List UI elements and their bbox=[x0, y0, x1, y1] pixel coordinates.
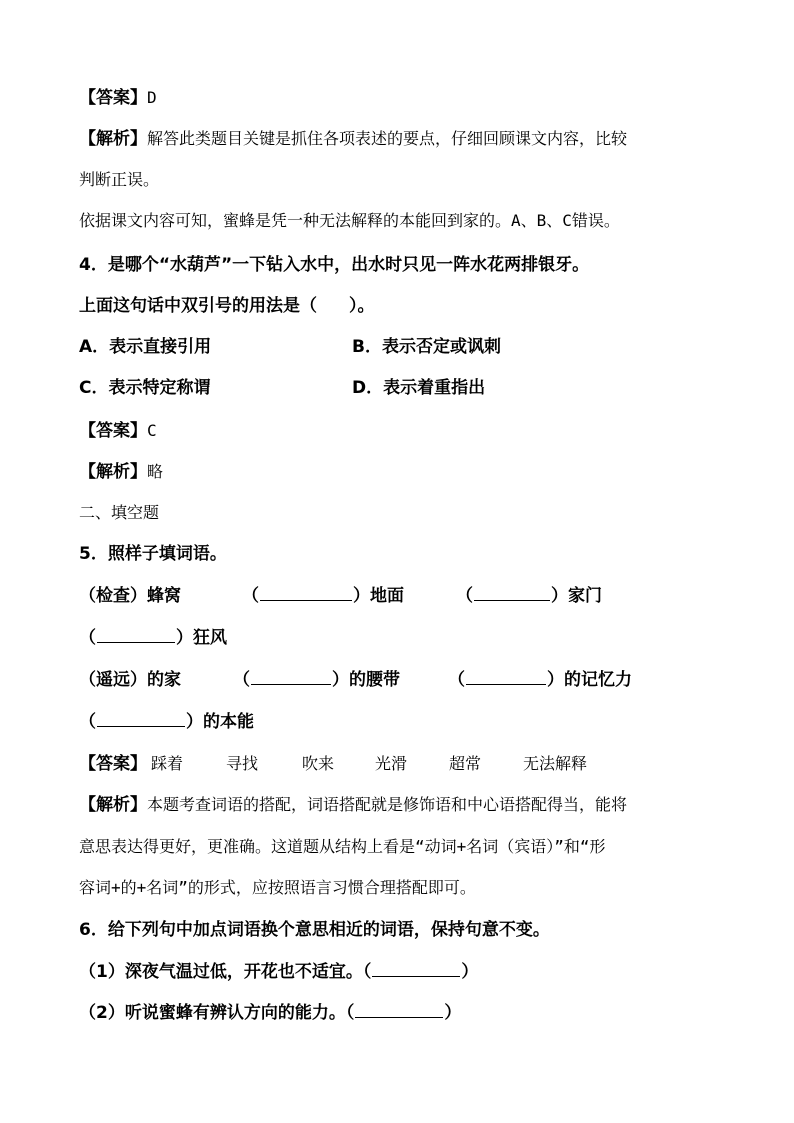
q5-analysis-line2: 意思表达得更好，更准确。这道题从结构上看是“动词+名词（宾语）”和“形 bbox=[79, 837, 606, 856]
fill-blank[interactable] bbox=[97, 624, 175, 643]
q3-analysis-line2: 判断正误。 bbox=[79, 170, 160, 189]
q5-item-1: （ ）地面 bbox=[242, 582, 404, 610]
answer-word: 踩着 bbox=[151, 754, 184, 773]
q4-option-a: A．表示直接引用 bbox=[79, 337, 212, 357]
q6-item-2: （2）听说蜜蜂有辨认方向的能力。（ ） bbox=[79, 999, 461, 1027]
q5-analysis-line1 bbox=[79, 791, 627, 819]
answer-label: 【答案】 bbox=[79, 421, 147, 441]
fill-blank[interactable] bbox=[355, 999, 443, 1018]
q4-option-b: B．表示否定或讽刺 bbox=[352, 337, 501, 357]
answer-value: D bbox=[147, 88, 157, 107]
q4-answer bbox=[79, 417, 157, 445]
analysis-label: 【解析】 bbox=[79, 462, 147, 482]
q5-item-2: （ ）家门 bbox=[456, 582, 602, 610]
q4-option-d: D．表示着重指出 bbox=[352, 378, 486, 398]
q3-analysis-line3: 依据课文内容可知，蜜蜂是凭一种无法解释的本能回到家的。A、B、C错误。 bbox=[79, 211, 620, 230]
q3-analysis-line1 bbox=[79, 125, 627, 153]
q5-example-2: （遥远）的家 bbox=[79, 670, 181, 690]
analysis-label: 【解析】 bbox=[79, 795, 147, 815]
q3-answer bbox=[79, 84, 157, 112]
answer-word: 无法解释 bbox=[523, 754, 588, 773]
answer-label: 【答案】 bbox=[79, 754, 147, 774]
fill-blank[interactable] bbox=[97, 708, 185, 727]
answer-value: C bbox=[147, 421, 157, 440]
answer-word: 吹来 bbox=[302, 754, 335, 773]
fill-blank[interactable] bbox=[372, 958, 460, 977]
q5-example-1: （检查）蜂窝 bbox=[79, 586, 181, 606]
analysis-label: 【解析】 bbox=[79, 129, 147, 149]
fill-blank[interactable] bbox=[474, 582, 550, 601]
q5-stem: 5．照样子填词语。 bbox=[79, 544, 227, 564]
q4-stem: 4．是哪个“水葫芦”一下钻入水中，出水时只见一阵水花两排银牙。 bbox=[79, 255, 590, 275]
q4-question bbox=[79, 292, 375, 320]
fill-blank[interactable] bbox=[251, 666, 331, 685]
q5-item-5: （ ）的记忆力 bbox=[448, 666, 632, 694]
q6-item-1: （1）深夜气温过低，开花也不适宜。（ ） bbox=[79, 958, 478, 986]
q5-item-3: （ ）狂风 bbox=[79, 624, 227, 652]
answer-word: 超常 bbox=[449, 754, 482, 773]
q4-question-pre: 上面这句话中双引号的用法是（ bbox=[79, 296, 317, 316]
q6-stem: 6．给下列句中加点词语换个意思相近的词语，保持句意不变。 bbox=[79, 920, 550, 940]
q5-analysis-line3: 容词+的+名词”的形式，应按照语言习惯合理搭配即可。 bbox=[79, 878, 476, 897]
q4-analysis bbox=[79, 458, 163, 486]
q4-question-post: ）。 bbox=[349, 296, 375, 316]
answer-word: 光滑 bbox=[375, 754, 408, 773]
analysis-text: 解答此类题目关键是抓住各项表述的要点，仔细回顾课文内容，比较 bbox=[147, 129, 628, 148]
q5-item-6: （ ）的本能 bbox=[79, 708, 254, 736]
fill-blank[interactable] bbox=[466, 666, 546, 685]
answer-label: 【答案】 bbox=[79, 88, 147, 108]
q5-item-4: （ ）的腰带 bbox=[233, 666, 400, 694]
analysis-text: 本题考查词语的搭配，词语搭配就是修饰语和中心语搭配得当，能将 bbox=[147, 795, 628, 814]
answer-word: 寻找 bbox=[226, 754, 259, 773]
analysis-text: 略 bbox=[147, 462, 164, 481]
fill-blank[interactable] bbox=[260, 582, 352, 601]
section-title: 二、填空题 bbox=[79, 503, 160, 522]
q4-option-c: C．表示特定称谓 bbox=[79, 378, 211, 398]
